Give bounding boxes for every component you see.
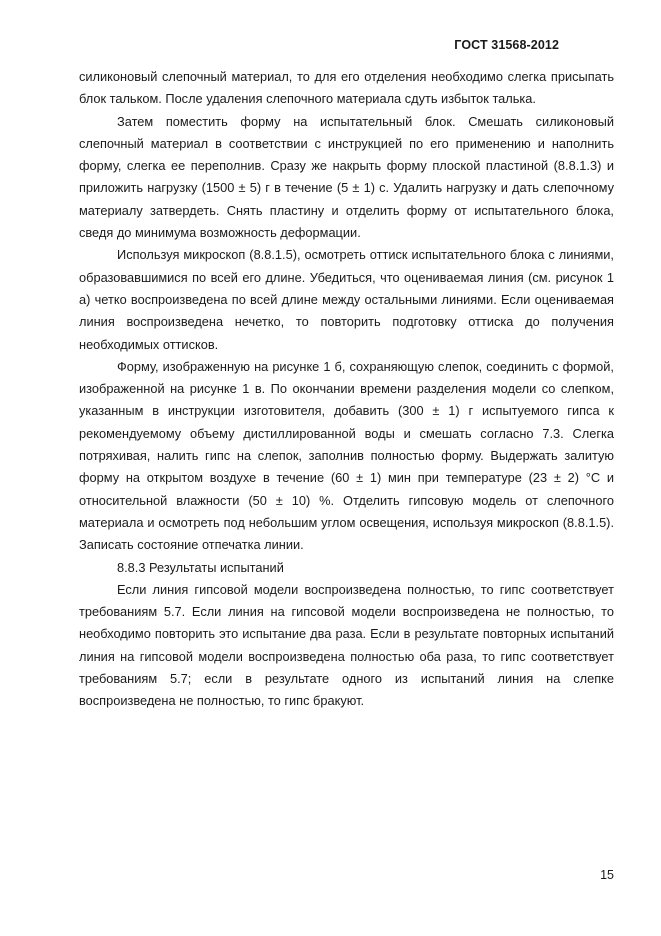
paragraph-continuation: силиконовый слепочный материал, то для его отделения необходимо слегка присыпать блок тальком. После удаления слепочного материала сдуть избыток талька. <box>79 69 614 107</box>
paragraph-plaster-casting: Форму, изображенную на рисунке 1 б, сохраняющую слепок, соединить с формой, изображенной на рисунке 1 в. По окончании времени разделения модели со слепком, указанным в инструкции изготовителя, добавить (300 ± 1) г испытуемого гипса к рекомендуемому объему дистиллированной воды и смешать согласно 7.3. Слегка потряхивая, налить гипс на слепок, заполнив полностью форму. Выдержать залитую форму на открытом воздухе в течение (60 ± 1) мин при температуре (23 ± 2) °С и относительной влажности (50 ± 10) %. Отделить гипсовую модель от слепочного материала и осмотреть под небольшим углом освещения, используя микроскоп (8.8.1.5). Записать состояние отпечатка линии. <box>79 358 614 553</box>
section-heading-results: 8.8.3 Результаты испытаний <box>117 559 284 575</box>
paragraph-microscope-inspection: Используя микроскоп (8.8.1.5), осмотреть оттиск испытательного блока с линиями, образовавшимися по всей его длине. Убедиться, что оцениваемая линия (см. рисунок 1 а) четко воспроизведена по всей длине между остальными линиями. Если оцениваемая линия воспроизведена нечетко, то повторить подготовку оттиска до получения необходимых оттисков. <box>79 247 614 352</box>
document-standard-code: ГОСТ 31568-2012 <box>454 38 559 52</box>
page-number: 15 <box>600 868 614 882</box>
paragraph-results: Если линия гипсовой модели воспроизведена полностью, то гипс соответствует требованиям 5.7. Если линия на гипсовой модели воспроизведена не полностью, то необходимо повторить это испытание два раза. Если в результате повторных испытаний линия на гипсовой модели воспроизведена полностью оба раза, то гипс соответствует требованиям 5.7; если в результате одного из испытаний линия на слепке воспроизведена не полностью, то гипс бракуют. <box>79 581 614 709</box>
document-body <box>79 66 614 713</box>
paragraph-form-placement: Затем поместить форму на испытательный блок. Смешать силиконовый слепочный материал в соответствии с инструкцией по его применению и наполнить форму, слегка ее переполнив. Сразу же накрыть форму плоской пластиной (8.8.1.3) и приложить нагрузку (1500 ± 5) г в течение (5 ± 1) с. Удалить нагрузку и дать слепочному материалу затвердеть. Снять пластину и отделить форму от испытательного блока, сведя до минимума возможность деформации. <box>79 113 614 241</box>
